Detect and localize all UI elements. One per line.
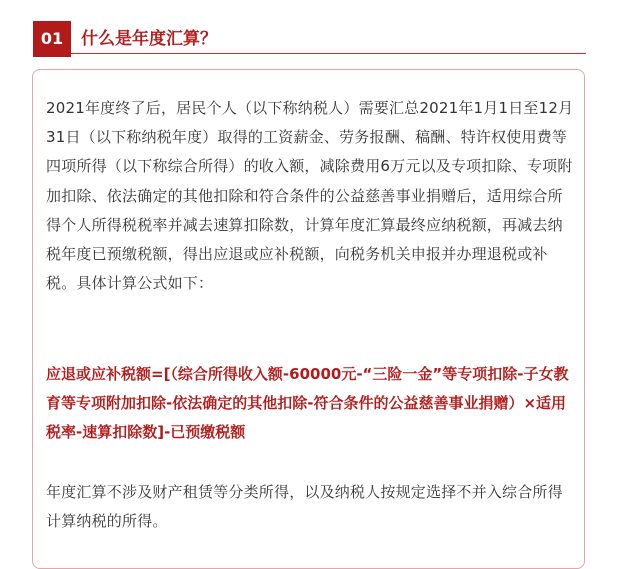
scope-note-paragraph: 年度汇算不涉及财产租赁等分类所得，以及纳税人按规定选择不并入综合所得计算纳税的所得。: [46, 483, 563, 531]
header-divider: [71, 53, 586, 54]
intro-paragraph: 2021年度终了后，居民个人（以下称纳税人）需要汇总2021年1月1日至12月31日（以下称纳税年度）取得的工资薪金、劳务报酬、稿酬、特许权使用费等四项所得（以下称综合所得）的收入额，减除费用6万元以及专项扣除、专项附加扣除、依法确定的其他扣除和符合条件的公益慈善事业捐赠后，适用综合所得个人所得税税率并减去速算扣除数，计算年度汇算最终应纳税额，再减去纳税年度已预缴税额，得出应退或应补税额，向税务机关申报并办理退税或补税。具体计算公式如下：: [46, 99, 574, 293]
section-header: [33, 21, 586, 57]
section-title: 什么是年度汇算？: [81, 29, 217, 49]
tax-formula: 应退或应补税额=[（综合所得收入额-60000元-“三险一金”等专项扣除-子女教育等专项附加扣除-依法确定的其他扣除-符合条件的公益慈善事业捐赠）×适用税率-速算扣除数]-已预缴税额: [46, 365, 569, 442]
section-number-badge: 01: [33, 21, 71, 57]
